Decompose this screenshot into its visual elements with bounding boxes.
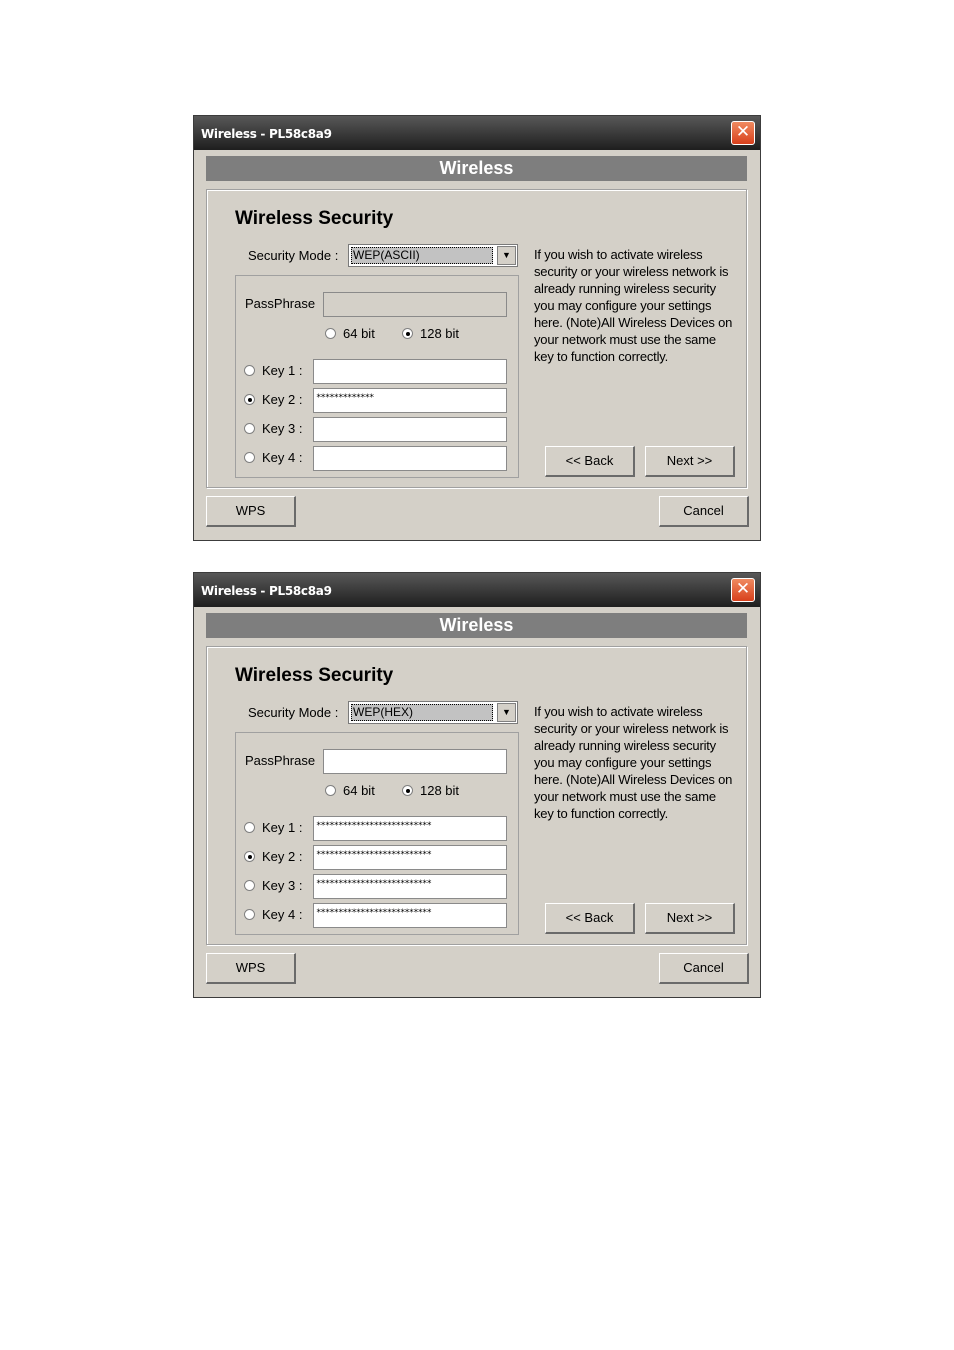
security-mode-dropdown[interactable] — [348, 701, 518, 724]
bit-64-label: 64 bit — [343, 783, 375, 798]
page-heading: Wireless Security — [235, 665, 394, 686]
key-1-input[interactable]: ************************** — [313, 816, 507, 841]
bit-128-radio[interactable] — [402, 785, 413, 796]
window-title: Wireless - PL58c8a9 — [201, 584, 332, 598]
bit-128-label: 128 bit — [420, 783, 460, 798]
key-1-input[interactable] — [313, 359, 507, 384]
back-button[interactable]: << Back — [545, 446, 635, 477]
page-heading: Wireless Security — [235, 208, 394, 229]
bit-128-label: 128 bit — [420, 326, 460, 341]
window-title: Wireless - PL58c8a9 — [201, 127, 332, 141]
key-4-input[interactable]: ************************** — [313, 903, 507, 928]
info-text: If you wish to activate wireless security or your wireless network is already running wireless security you may configure your settings here. (Note)All Wireless Devices on your network must use the same key to function correctly. — [534, 247, 733, 364]
key-3-radio[interactable] — [244, 880, 255, 891]
cancel-button[interactable]: Cancel — [659, 953, 749, 984]
close-button[interactable] — [731, 578, 755, 602]
title-bar[interactable] — [194, 116, 760, 150]
passphrase-label: PassPhrase — [245, 296, 316, 311]
section-banner: Wireless — [206, 613, 747, 638]
bit-128-radio[interactable] — [402, 328, 413, 339]
key-1-radio[interactable] — [244, 822, 255, 833]
title-bar[interactable] — [194, 573, 760, 607]
security-mode-label: Security Mode : — [248, 705, 339, 720]
key-1-label: Key 1 : — [262, 363, 303, 378]
key-4-radio[interactable] — [244, 909, 255, 920]
next-button[interactable]: Next >> — [645, 903, 735, 934]
key-3-radio[interactable] — [244, 423, 255, 434]
key-1-label: Key 1 : — [262, 820, 303, 835]
security-mode-value: WEP(ASCII) — [351, 247, 493, 264]
passphrase-input[interactable] — [323, 292, 507, 317]
security-mode-label: Security Mode : — [248, 248, 339, 263]
key-1-radio[interactable] — [244, 365, 255, 376]
close-button[interactable] — [731, 121, 755, 145]
close-icon: ✕ — [735, 579, 751, 599]
key-3-label: Key 3 : — [262, 878, 303, 893]
key-2-label: Key 2 : — [262, 849, 303, 864]
info-text: If you wish to activate wireless security or your wireless network is already running wireless security you may configure your settings here. (Note)All Wireless Devices on your network must use the same key to function correctly. — [534, 704, 733, 821]
key-4-label: Key 4 : — [262, 907, 303, 922]
key-4-radio[interactable] — [244, 452, 255, 463]
key-2-radio[interactable] — [244, 394, 255, 405]
bit-64-radio[interactable] — [325, 328, 336, 339]
security-mode-dropdown[interactable] — [348, 244, 518, 267]
key-3-input[interactable] — [313, 417, 507, 442]
wireless-dialog-ascii — [193, 115, 761, 541]
key-4-input[interactable] — [313, 446, 507, 471]
section-banner: Wireless — [206, 156, 747, 181]
passphrase-input[interactable] — [323, 749, 507, 774]
bit-64-label: 64 bit — [343, 326, 375, 341]
chevron-down-icon[interactable]: ▼ — [497, 703, 516, 722]
key-2-input[interactable]: ************* — [313, 388, 507, 413]
close-icon: ✕ — [735, 122, 751, 142]
key-3-input[interactable]: ************************** — [313, 874, 507, 899]
passphrase-label: PassPhrase — [245, 753, 316, 768]
key-4-label: Key 4 : — [262, 450, 303, 465]
wps-button[interactable]: WPS — [206, 953, 296, 984]
key-3-label: Key 3 : — [262, 421, 303, 436]
key-2-label: Key 2 : — [262, 392, 303, 407]
next-button[interactable]: Next >> — [645, 446, 735, 477]
wireless-dialog-hex — [193, 572, 761, 998]
key-2-input[interactable]: ************************** — [313, 845, 507, 870]
cancel-button[interactable]: Cancel — [659, 496, 749, 527]
key-2-radio[interactable] — [244, 851, 255, 862]
back-button[interactable]: << Back — [545, 903, 635, 934]
chevron-down-icon[interactable]: ▼ — [497, 246, 516, 265]
wps-button[interactable]: WPS — [206, 496, 296, 527]
bit-64-radio[interactable] — [325, 785, 336, 796]
security-mode-value: WEP(HEX) — [351, 704, 493, 721]
